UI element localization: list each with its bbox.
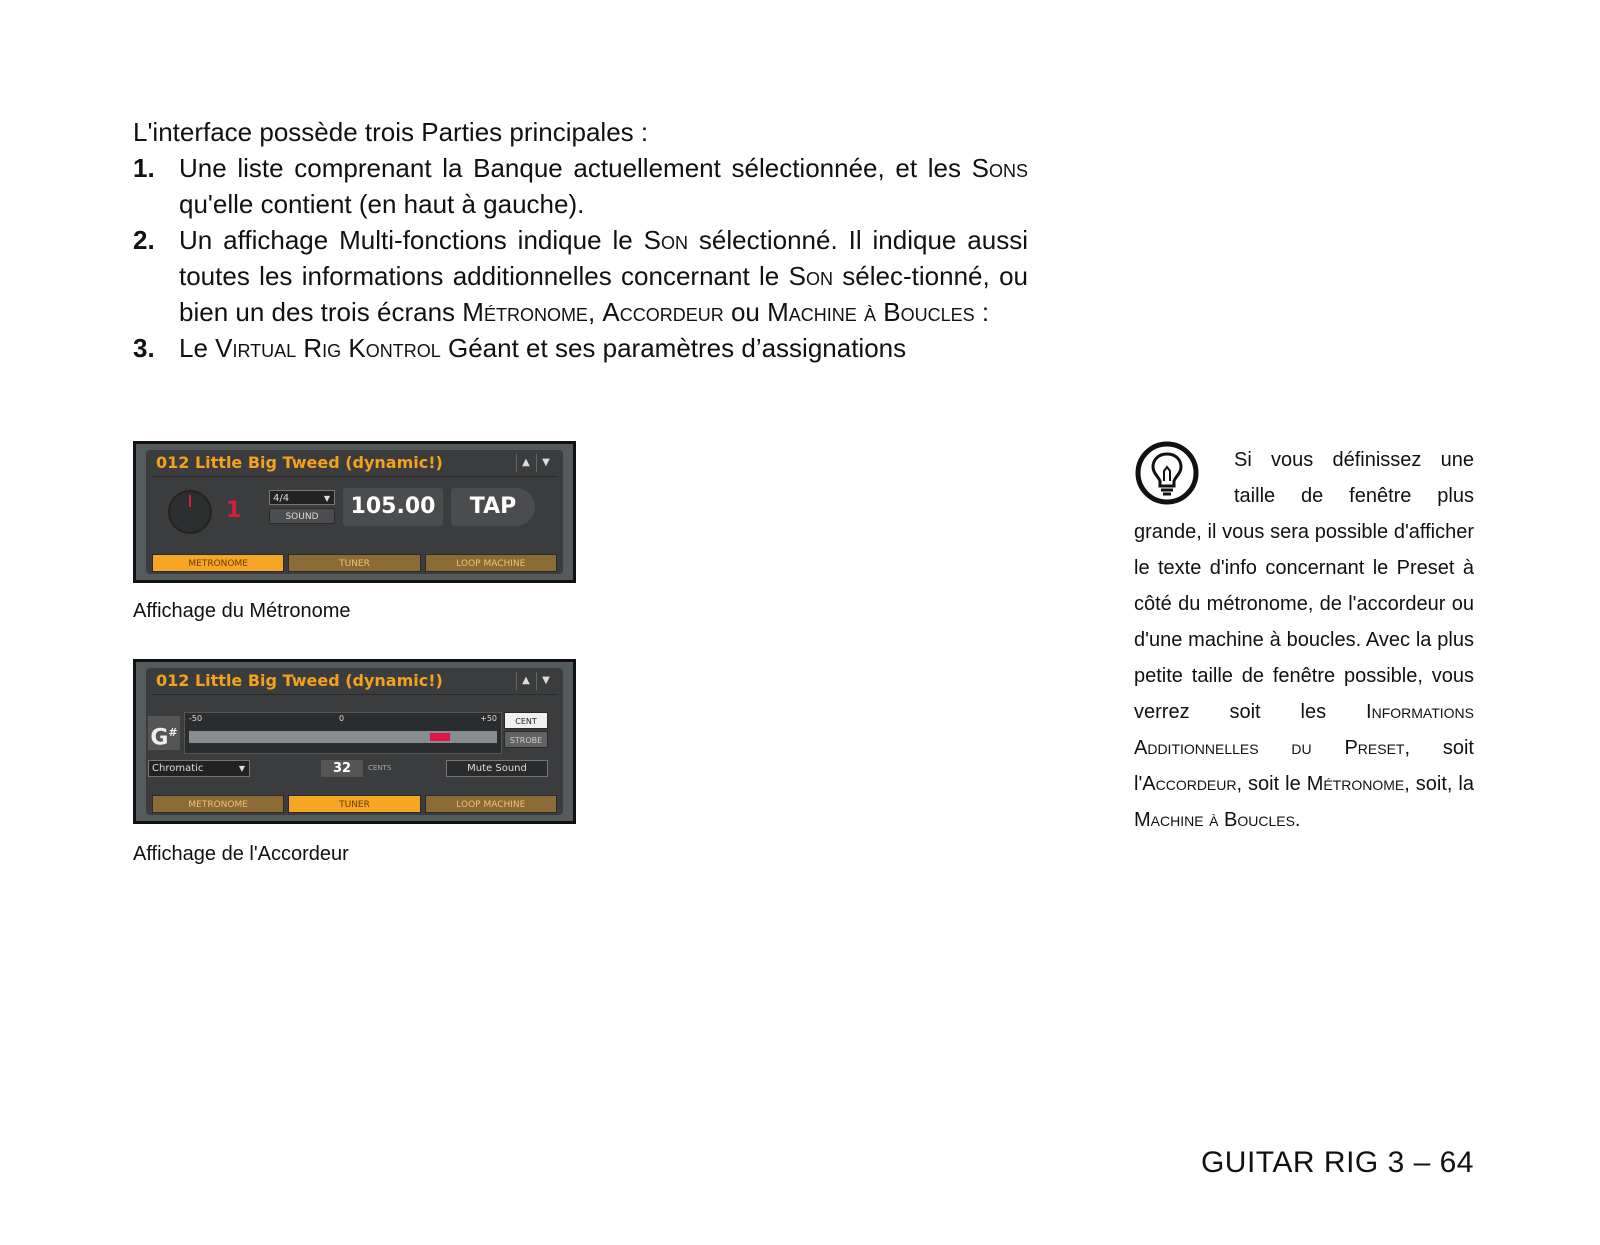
chevron-down-icon: ▼	[238, 764, 245, 773]
list-text: ou	[723, 297, 768, 327]
preset-name: 012 Little Big Tweed (dynamic!)	[156, 671, 443, 690]
preset-bar	[152, 670, 557, 695]
cents-value[interactable]: 32	[321, 760, 363, 777]
preset-down-button[interactable]: ▼	[536, 672, 555, 690]
list-item	[133, 150, 1028, 222]
list-number: 1.	[133, 153, 155, 183]
cents-label: CENTS	[368, 764, 392, 772]
metronome-screenshot	[133, 441, 576, 583]
list-term: Virtual Rig Kontrol	[215, 333, 441, 363]
volume-knob[interactable]	[168, 490, 212, 534]
list-text: Le	[179, 333, 216, 363]
tip-body: .	[1294, 809, 1301, 831]
list-item	[133, 330, 1028, 366]
chevron-down-icon: ▼	[323, 494, 330, 503]
tip-term: Informations Additionnelles du Preset	[1134, 701, 1474, 759]
list-text: Géant et ses paramètres d’assignations	[440, 333, 907, 363]
list-text: sélectionné. Il indique aussi toutes les informations additionnelles concernant le	[179, 225, 1028, 291]
mute-sound-button[interactable]: Mute Sound	[446, 760, 548, 777]
tip-term: Accordeur	[1142, 773, 1237, 795]
list-term: Son	[643, 225, 688, 255]
beat-indicator: 1	[226, 498, 242, 523]
scale-max-label: +50	[480, 714, 497, 723]
preset-down-button[interactable]: ▼	[536, 454, 555, 472]
tap-button[interactable]: TAP	[451, 488, 535, 526]
tip-body: , soit l'	[1134, 737, 1474, 795]
list-number: 3.	[133, 333, 155, 363]
tab-metronome[interactable]: METRONOME	[152, 554, 284, 572]
page-footer: GUITAR RIG 3 – 64	[1200, 1146, 1474, 1179]
sound-button[interactable]: SOUND	[269, 508, 335, 524]
tempo-display[interactable]: 105.00	[343, 488, 443, 526]
tuner-caption: Affichage de l'Accordeur	[133, 843, 349, 865]
tuning-scale	[184, 712, 502, 754]
tip-term: Machine à Boucles	[1134, 809, 1295, 831]
metronome-panel	[146, 450, 563, 574]
scale-track	[189, 731, 497, 743]
tip-body: , soit le	[1236, 773, 1307, 795]
intro-section	[133, 114, 1028, 366]
list-text: Une liste comprenant la Banque actuellement sélectionnée, et les	[179, 153, 972, 183]
mode-tabs	[152, 795, 557, 813]
mode-tabs	[152, 554, 557, 572]
list-term: Son	[788, 261, 833, 291]
preset-up-button[interactable]: ▲	[516, 454, 535, 472]
tip-text	[1134, 442, 1474, 838]
list-text: Un affichage Multi-fonctions indique le	[179, 225, 644, 255]
list-text: ,	[587, 297, 603, 327]
note-display	[148, 716, 180, 750]
list-term: Accordeur	[602, 297, 724, 327]
strobe-mode-button[interactable]: STROBE	[504, 731, 548, 748]
time-signature-select[interactable]	[269, 490, 335, 505]
tab-metronome[interactable]: METRONOME	[152, 795, 284, 813]
note-name: G	[150, 725, 169, 751]
tip-body: , soit, la	[1404, 773, 1475, 795]
preset-up-button[interactable]: ▲	[516, 672, 535, 690]
list-text: :	[974, 297, 990, 327]
tuning-mode-select[interactable]	[148, 760, 250, 777]
list-number: 2.	[133, 225, 155, 255]
tip-body: Si vous définissez une taille de fenêtre plus grande, il vous sera possible d'afficher le texte d'info concernant le Preset à côté du métronome, de l'accordeur ou d'une machine à boucles. Avec la plus petite taille de fenêtre possible, vous verrez soit les	[1134, 449, 1474, 723]
preset-bar	[152, 452, 557, 477]
tip-term: Métronome	[1306, 773, 1405, 795]
tab-loop-machine[interactable]: LOOP MACHINE	[425, 795, 557, 813]
list-term: Machine à Boucles	[767, 297, 975, 327]
list-item	[133, 222, 1028, 330]
scale-mid-label: 0	[339, 714, 345, 723]
note-accidental: #	[168, 726, 178, 739]
preset-name: 012 Little Big Tweed (dynamic!)	[156, 453, 443, 472]
cent-mode-button[interactable]: CENT	[504, 712, 548, 729]
tab-tuner[interactable]: TUNER	[288, 554, 420, 572]
tuning-needle	[430, 733, 450, 741]
list-term: Métronome	[462, 297, 588, 327]
tab-tuner[interactable]: TUNER	[288, 795, 420, 813]
intro-lead: L'interface possède trois Parties principales :	[133, 117, 649, 147]
metronome-caption: Affichage du Métronome	[133, 600, 351, 622]
tuner-screenshot	[133, 659, 576, 824]
tab-loop-machine[interactable]: LOOP MACHINE	[425, 554, 557, 572]
tuner-panel	[146, 668, 563, 815]
list-text: qu'elle contient (en haut à gauche).	[179, 189, 585, 219]
feature-list	[133, 150, 1028, 366]
scale-min-label: -50	[189, 714, 203, 723]
time-signature-value: 4/4	[273, 493, 290, 504]
tip-note	[1134, 442, 1474, 838]
list-term: Sons	[971, 153, 1028, 183]
tuning-mode-value: Chromatic	[152, 763, 204, 774]
list-text: sélec-tionné, ou bien un des trois écrans	[179, 261, 1028, 327]
